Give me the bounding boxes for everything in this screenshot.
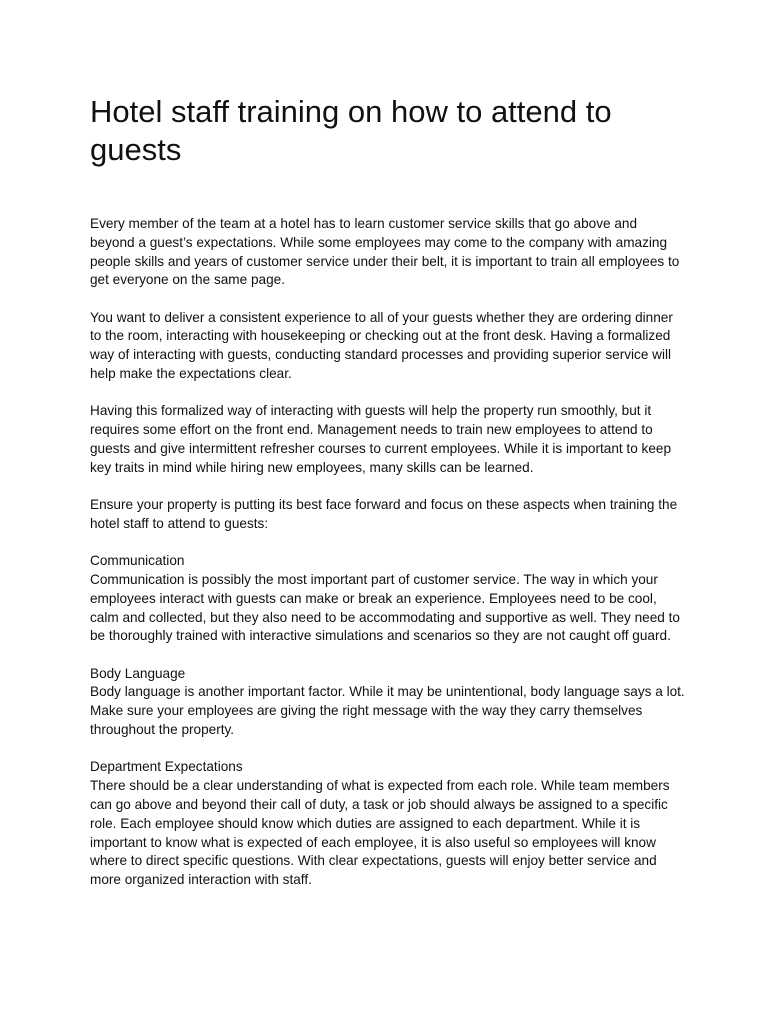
formalized-process-paragraph: Having this formalized way of interacting with guests will help the property run smoothly, but it requires some effort on the front end. Management needs to train new employees to attend to guests and give intermittent refresher courses to current employees. While it is important to keep key traits in mind while hiring new employees, many skills can be learned. (90, 403, 672, 475)
section-body-language (90, 665, 685, 740)
consistency-paragraph: You want to deliver a consistent experience to all of your guests whether they are ordering dinner to the room, interacting with housekeeping or checking out at the front desk. Having a formalized way of interacting with guests, conducting standard processes and providing superior service will help make the expectations clear. (90, 309, 673, 382)
document-title: Hotel staff training on how to attend to guests (90, 94, 612, 167)
section-heading: Department Expectations (90, 759, 243, 775)
document-body (90, 215, 685, 908)
section-heading: Body Language (90, 665, 186, 681)
section-body: Communication is possibly the most important part of customer service. The way in which your employees interact with guests can make or break an experience. Employees need to be cool, calm and collected, but they also need to be accommodating and supportive as well. They need to be thoroughly trained with interactive simulations and scenarios so they are not caught off guard. (90, 571, 680, 644)
focus-aspects-paragraph: Ensure your property is putting its best face forward and focus on these aspects when training the hotel staff to attend to guests: (90, 497, 678, 531)
section-body: There should be a clear understanding of what is expected from each role. While team members can go above and beyond their call of duty, a task or job should always be assigned to a specific role. Each employee should know which duties are assigned to each department. While it is important to know what is expected of each employee, it is also useful so employees will know where to direct specific questions. With clear expectations, guests will enjoy better service and more organized interaction with staff. (90, 778, 670, 888)
section-body: Body language is another important factor. While it may be unintentional, body language says a lot. Make sure your employees are giving the right message with the way they carry themselves throughout the property. (90, 684, 685, 738)
intro-paragraph: Every member of the team at a hotel has to learn customer service skills that go above and beyond a guest’s expectations. While some employees may come to the company with amazing people skills and years of customer service under their belt, it is important to train all employees to get everyone on the same page. (90, 216, 680, 288)
section-heading: Communication (90, 553, 185, 569)
section-department-expectations (90, 758, 685, 890)
section-communication (90, 552, 685, 646)
